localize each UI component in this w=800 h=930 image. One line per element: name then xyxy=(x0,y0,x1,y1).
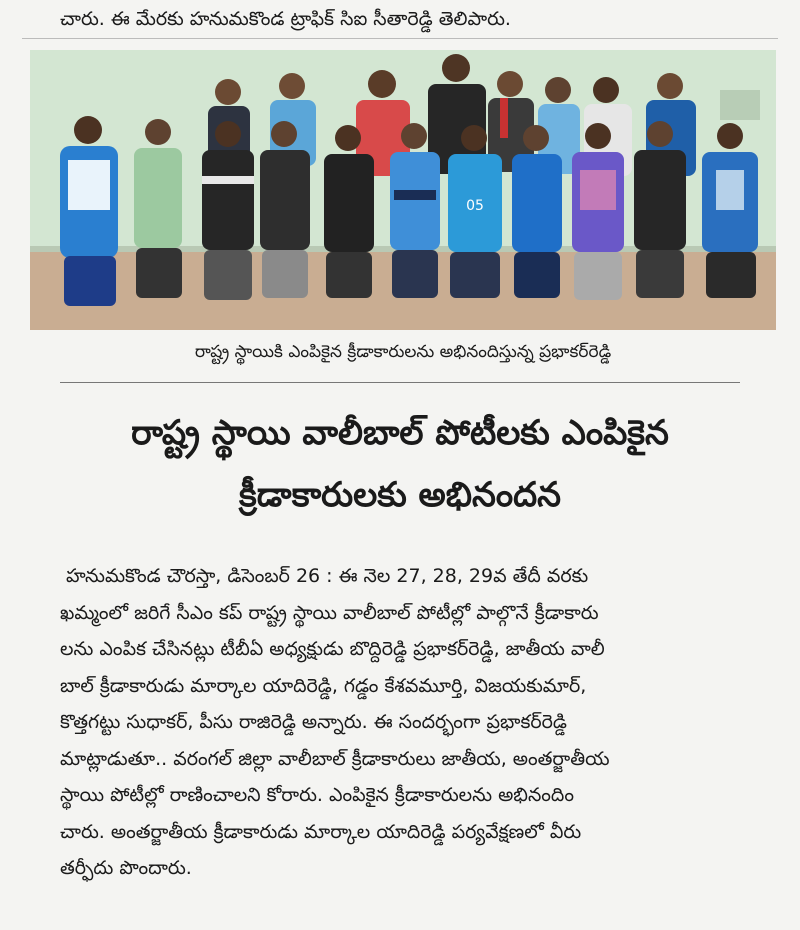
team-photo xyxy=(30,50,776,330)
headline-line-2: క్రీడాకారులకు అభినందన xyxy=(239,475,561,515)
body-line: లను ఎంపిక చేసినట్లు టీబీఏ అధ్యక్షుడు బొద్దిరెడ్డి ప్రభాకర్‌రెడ్డి, జాతీయ వాలీ xyxy=(60,638,605,660)
top-continuation-text: చారు. ఈ మేరకు హనుమకొండ ట్రాఫిక్ సిఐ సీతారెడ్డి తెలిపారు. xyxy=(60,8,511,30)
body-line: హనుమకొండ చౌరస్తా, డిసెంబర్ 26 : ఈ నెల 27, 28, 29వ తేదీ వరకు xyxy=(66,565,589,587)
article-body xyxy=(60,558,760,887)
body-line: చారు. అంతర్జాతీయ క్రీడాకారుడు మార్కాల యాదిరెడ్డి పర్యవేక్షణలో వీరు xyxy=(60,820,582,843)
headline-line-1: రాష్ట్ర స్థాయి వాలీబాల్ పోటీలకు ఎంపికైన xyxy=(131,413,669,453)
photo-caption: రాష్ట్ర స్థాయికి ఎంపికైన క్రీడాకారులను అభినందిస్తున్న ప్రభాకర్‌రెడ్డి xyxy=(194,342,612,362)
team-photo-illustration xyxy=(30,50,776,330)
body-line: స్థాయి పోటీల్లో రాణించాలని కోరారు. ఎంపికైన క్రీడాకారులను అభినందిం xyxy=(60,784,574,806)
body-line: బాల్ క్రీడాకారుడు మార్కాల యాదిరెడ్డి, గడ్డం కేశవమూర్తి, విజయకుమార్, xyxy=(60,674,587,697)
jersey-number: 05 xyxy=(466,198,484,214)
divider xyxy=(22,38,778,39)
body-line: కొత్తగట్టు సుధాకర్, పీసు రాజిరెడ్డి అన్నారు. ఈ సందర్భంగా ప్రభాకర్‌రెడ్డి xyxy=(60,711,567,733)
headline xyxy=(20,402,780,526)
body-line: తర్ఫీదు పొందారు. xyxy=(60,857,192,879)
body-line: మాట్లాడుతూ.. వరంగల్ జిల్లా వాలీబాల్ క్రీడాకారులు జాతీయ, అంతర్జాతీయ xyxy=(60,747,610,770)
body-line: ఖమ్మంలో జరిగే సీఎం కప్ రాష్ట్ర స్థాయి వాలీబాల్ పోటీల్లో పాల్గొనే క్రీడాకారు xyxy=(60,601,599,624)
caption-divider xyxy=(60,382,740,383)
